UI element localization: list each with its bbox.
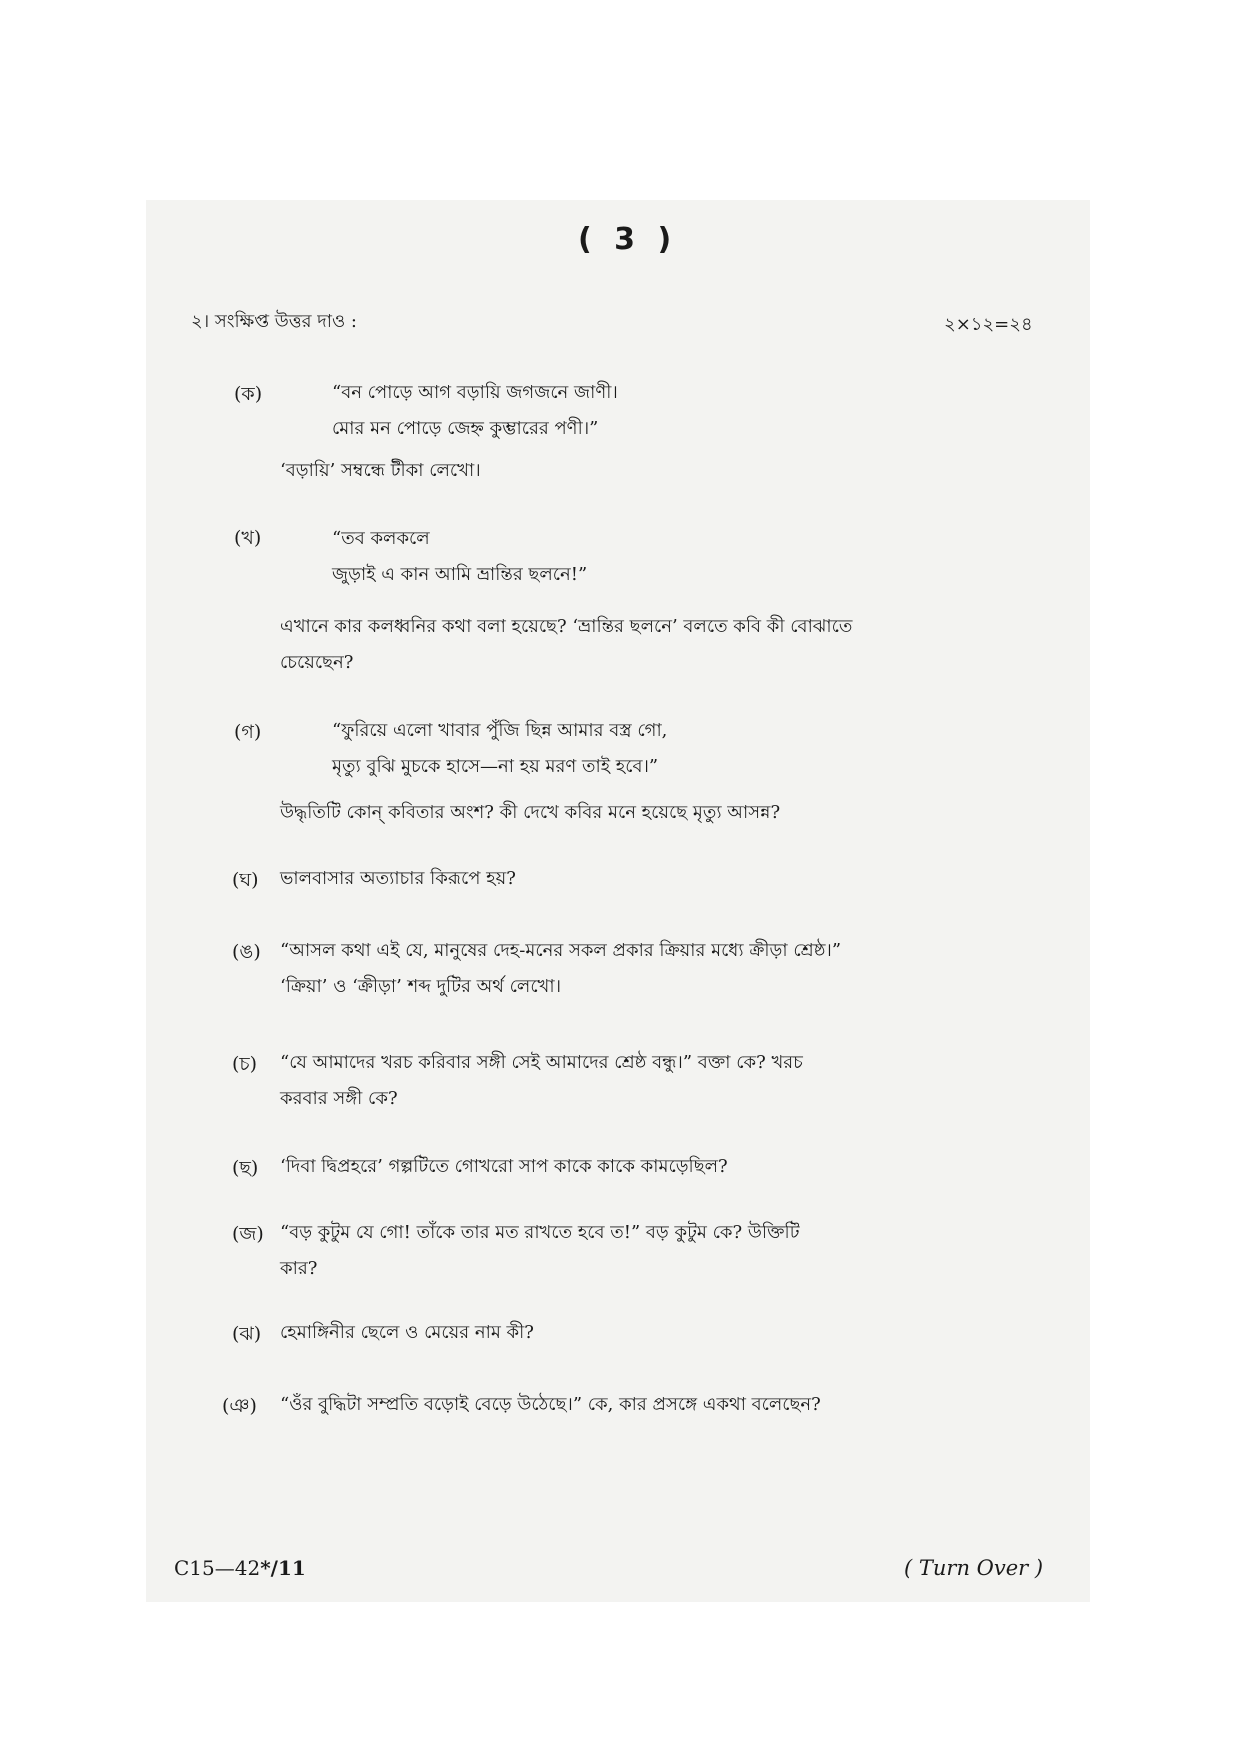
item-ja-line1: “বড় কুটুম যে গো! তাঁকে তার মত রাখতে হবে ত!” বড় কুটুম কে? উক্তিটি	[280, 1222, 800, 1243]
item-ja-label: (জ)	[232, 1223, 264, 1245]
item-gha-label: (ঘ)	[232, 869, 259, 891]
item-ga-label: (গ)	[234, 721, 262, 743]
item-kha-question-line2: চেয়েছেন?	[280, 652, 354, 673]
item-chha-label: (ছ)	[232, 1157, 259, 1179]
item-cha-line2: করবার সঙ্গী কে?	[280, 1088, 398, 1109]
item-ga-quote-line2: মৃত্যু বুঝি মুচকে হাসে—না হয় মরণ তাই হবে।”	[332, 756, 659, 777]
item-cha-label: (চ)	[232, 1053, 258, 1075]
item-umo-line1: “আসল কথা এই যে, মানুষের দেহ-মনের সকল প্রকার ক্রিয়ার মধ্যে ক্রীড়া শ্রেষ্ঠ।”	[280, 940, 842, 961]
paper-code	[174, 1556, 306, 1580]
item-jha-question: হেমাঙ্গিনীর ছেলে ও মেয়ের নাম কী?	[280, 1322, 534, 1343]
item-ka-quote-line2: মোর মন পোড়ে জেহ্ন কুম্ভারের পণী।”	[332, 418, 599, 439]
paper-code-suffix: */11	[260, 1556, 306, 1580]
item-kha-label: (খ)	[234, 527, 262, 549]
item-umo-line2: ‘ক্রিয়া’ ও ‘ক্রীড়া’ শব্দ দুটির অর্থ লেখো।	[280, 976, 562, 997]
page-number: ( 3 )	[578, 222, 678, 257]
item-gha-question: ভালবাসার অত্যাচার কিরূপে হয়?	[280, 868, 516, 889]
question-title: ২। সংক্ষিপ্ত উত্তর দাও :	[191, 311, 357, 332]
item-ka-label: (ক)	[234, 383, 263, 405]
item-jha-label: (ঝ)	[232, 1323, 262, 1345]
item-kha-quote-line2: জুড়াই এ কান আমি ভ্রান্তির ছলনে!”	[332, 564, 588, 585]
item-cha-line1: “যে আমাদের খরচ করিবার সঙ্গী সেই আমাদের শ্রেষ্ঠ বন্ধু।” বক্তা কে? খরচ	[280, 1052, 803, 1073]
item-ga-quote-line1: “ফুরিয়ে এলো খাবার পুঁজি ছিন্ন আমার বস্ত্র গো,	[332, 720, 668, 741]
item-kha-question-line1: এখানে কার কলধ্বনির কথা বলা হয়েছে? ‘ভ্রান্তির ছলনে’ বলতে কবি কী বোঝাতে	[280, 616, 853, 637]
item-ga-question: উদ্ধৃতিটি কোন্ কবিতার অংশ? কী দেখে কবির মনে হয়েছে মৃত্যু আসন্ন?	[280, 802, 781, 823]
item-ka-quote-line1: “বন পোড়ে আগ বড়ায়ি জগজনে জাণী।	[332, 382, 618, 403]
item-nya-question: “ওঁর বুদ্ধিটা সম্প্রতি বড়োই বেড়ে উঠেছে।” কে, কার প্রসঙ্গে একথা বলেছেন?	[280, 1394, 821, 1415]
item-chha-question: ‘দিবা দ্বিপ্রহরে’ গল্পটিতে গোখরো সাপ কাকে কাকে কামড়েছিল?	[280, 1156, 728, 1177]
item-ka-question: ‘বড়ায়ি’ সম্বন্ধে টীকা লেখো।	[280, 460, 481, 481]
item-kha-quote-line1: “তব কলকলে	[332, 528, 430, 549]
item-ja-line2: কার?	[280, 1258, 318, 1279]
item-umo-label: (ঙ)	[232, 941, 261, 963]
item-nya-label: (ঞ)	[222, 1395, 257, 1417]
question-marks: ২×১২=২৪	[944, 314, 1033, 335]
turn-over-note: ( Turn Over )	[904, 1556, 1044, 1580]
paper-code-prefix: C15—42	[174, 1556, 261, 1580]
